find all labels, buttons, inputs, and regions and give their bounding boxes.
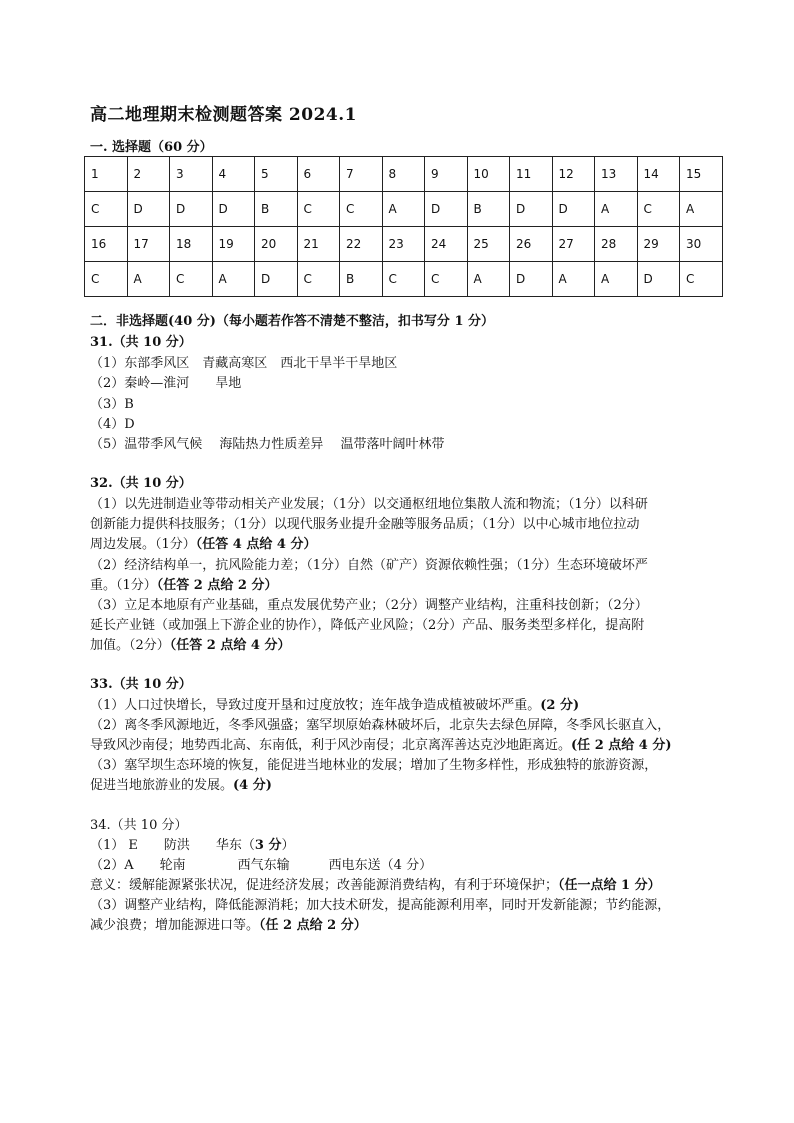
q33-scoring-note: (4 分) xyxy=(233,778,272,793)
q33-line-text: （1）人口过快增长，导致过度开垦和过度放牧；连年战争造成植被破坏严重。 xyxy=(90,698,541,713)
answer-cell: C xyxy=(297,192,340,227)
q34-line-text: 意义：缓解能源紧张状况，促进经济发展；改善能源消费结构，有利于环境保护； xyxy=(90,878,559,893)
answer-cell: C xyxy=(382,262,425,297)
answer-cell: C xyxy=(340,192,383,227)
answer-table xyxy=(84,156,723,297)
question-number-cell: 6 xyxy=(297,157,340,192)
question-number-cell: 2 xyxy=(127,157,170,192)
answer-cell: A xyxy=(595,262,638,297)
q32-scoring-note: （任答 2 点给 4 分） xyxy=(169,638,291,653)
section-nonchoice-heading xyxy=(90,312,494,332)
answer-cell: B xyxy=(340,262,383,297)
q31-line: （1）东部季风区 青藏高寒区 西北干旱半干旱地区 xyxy=(90,356,398,371)
q31-line: （5）温带季风气候 海陆热力性质差异 温带落叶阔叶林带 xyxy=(90,437,445,452)
answer-cell: C xyxy=(297,262,340,297)
question-number-cell: 12 xyxy=(552,157,595,192)
answer-cell: A xyxy=(467,262,510,297)
answer-cell: A xyxy=(127,262,170,297)
q34-scoring-note: 3 分 xyxy=(254,838,282,853)
question-number-cell: 22 xyxy=(340,227,383,262)
question-number-cell: 13 xyxy=(595,157,638,192)
question-number-cell: 9 xyxy=(425,157,468,192)
section-choice-heading: 一. 选择题（60 分） xyxy=(90,140,213,155)
question-number-cell: 24 xyxy=(425,227,468,262)
answer-cell: C xyxy=(85,192,128,227)
q34-line: （3）调整产业结构，降低能源消耗；加大技术研发，提高能源利用率，同时开发新能源；节约能源， xyxy=(90,898,671,913)
answer-cell: A xyxy=(595,192,638,227)
answer-cell: D xyxy=(510,192,553,227)
answer-cell: D xyxy=(510,262,553,297)
q33-line-text: 导致风沙南侵；地势西北高、东南低，利于风沙南侵；北京离浑善达克沙地距离近。 xyxy=(90,738,572,753)
answer-cell: D xyxy=(255,262,298,297)
question-number-cell: 10 xyxy=(467,157,510,192)
question-number-cell: 25 xyxy=(467,227,510,262)
answer-cell: B xyxy=(467,192,510,227)
answer-cell: C xyxy=(85,262,128,297)
q34-line xyxy=(90,876,661,896)
answer-cell: C xyxy=(637,192,680,227)
answer-row xyxy=(85,262,723,297)
q34-line xyxy=(90,836,295,856)
question-number-cell: 20 xyxy=(255,227,298,262)
answer-cell: D xyxy=(170,192,213,227)
q33-line-text: 促进当地旅游业的发展。 xyxy=(90,778,234,793)
question-number-cell: 26 xyxy=(510,227,553,262)
q34-scoring-note: （任 2 点给 2 分） xyxy=(259,918,367,933)
question-number-row xyxy=(85,157,723,192)
answer-cell: D xyxy=(127,192,170,227)
q31-heading: 31.（共 10 分） xyxy=(90,335,192,350)
q32-line-text: 加值。（2分） xyxy=(90,638,170,653)
q32-line: （1）以先进制造业等带动相关产业发展；（1分）以交通枢纽地位集散人流和物流；（1分）以科研 xyxy=(90,497,648,512)
question-number-cell: 23 xyxy=(382,227,425,262)
q33-line: （3）塞罕坝生态环境的恢复，能促进当地林业的发展；增加了生物多样性，形成独特的旅游资源， xyxy=(90,758,658,773)
question-number-cell: 19 xyxy=(212,227,255,262)
q32-line xyxy=(90,636,290,656)
question-number-cell: 11 xyxy=(510,157,553,192)
q32-line-text: 周边发展。（1分） xyxy=(90,537,196,552)
question-number-cell: 21 xyxy=(297,227,340,262)
question-number-cell: 1 xyxy=(85,157,128,192)
q34-line: （2）A 轮南 西气东输 西电东送（4 分） xyxy=(90,858,433,873)
q33-line xyxy=(90,696,579,716)
question-number-cell: 30 xyxy=(680,227,723,262)
question-number-cell: 15 xyxy=(680,157,723,192)
question-number-cell: 28 xyxy=(595,227,638,262)
question-number-cell: 27 xyxy=(552,227,595,262)
answer-cell: A xyxy=(552,262,595,297)
answer-row xyxy=(85,192,723,227)
q34-line-text: ） xyxy=(281,838,295,853)
q34-heading: 34.（共 10 分） xyxy=(90,818,188,833)
question-number-row xyxy=(85,227,723,262)
question-number-cell: 29 xyxy=(637,227,680,262)
answer-cell: D xyxy=(552,192,595,227)
q32-line: 延长产业链（或加强上下游企业的协作），降低产业风险；（2分）产品、服务类型多样化，提高附 xyxy=(90,618,645,633)
answer-cell: D xyxy=(637,262,680,297)
q34-line-text: 减少浪费；增加能源进口等。 xyxy=(90,918,260,933)
question-number-cell: 18 xyxy=(170,227,213,262)
answer-cell: C xyxy=(425,262,468,297)
q33-scoring-note: (2 分) xyxy=(540,698,580,713)
answer-cell: C xyxy=(170,262,213,297)
q32-line: （2）经济结构单一，抗风险能力差；（1分）自然（矿产）资源依赖性强；（1分）生态环境破坏严 xyxy=(90,558,648,573)
answer-cell: B xyxy=(255,192,298,227)
question-number-cell: 14 xyxy=(637,157,680,192)
q31-line: （4）D xyxy=(90,417,135,432)
q33-line xyxy=(90,736,672,756)
question-number-cell: 17 xyxy=(127,227,170,262)
question-number-cell: 5 xyxy=(255,157,298,192)
answer-cell: C xyxy=(680,262,723,297)
answer-cell: D xyxy=(425,192,468,227)
q32-line xyxy=(90,576,277,596)
answer-cell: A xyxy=(382,192,425,227)
q33-scoring-note: (任 2 点给 4 分) xyxy=(571,738,672,753)
q33-line: （2）离冬季风源地近，冬季风强盛；塞罕坝原始森林破坏后，北京失去绿色屏障，冬季风长驱直入， xyxy=(90,718,671,733)
q32-line-text: 重。（1分） xyxy=(90,578,157,593)
q33-heading: 33.（共 10 分） xyxy=(90,677,192,692)
q32-line xyxy=(90,535,316,555)
question-number-cell: 8 xyxy=(382,157,425,192)
section-nonchoice-text: 二．非选择题(40 分)（每小题若作答不清楚不整洁，扣书写分 1 分） xyxy=(90,314,495,329)
q32-scoring-note: （任答 2 点给 2 分） xyxy=(156,578,278,593)
q32-line: （3）立足本地原有产业基础，重点发展优势产业；（2分）调整产业结构，注重科技创新；（2分） xyxy=(90,598,648,613)
answer-cell: A xyxy=(680,192,723,227)
question-number-cell: 16 xyxy=(85,227,128,262)
q32-scoring-note: （任答 4 点给 4 分） xyxy=(195,537,317,552)
q33-line xyxy=(90,776,272,796)
q32-heading: 32.（共 10 分） xyxy=(90,476,192,491)
question-number-cell: 4 xyxy=(212,157,255,192)
q34-scoring-note: （任一点给 1 分） xyxy=(558,878,661,893)
question-number-cell: 3 xyxy=(170,157,213,192)
page-title: 高二地理期末检测题答案 2024.1 xyxy=(90,105,357,125)
answer-cell: A xyxy=(212,262,255,297)
q34-line-text: （1） E 防洪 华东（ xyxy=(90,838,255,853)
q31-line: （3）B xyxy=(90,397,134,412)
q34-line xyxy=(90,916,367,936)
q31-line: （2）秦岭—淮河 旱地 xyxy=(90,376,242,391)
answer-cell: D xyxy=(212,192,255,227)
question-number-cell: 7 xyxy=(340,157,383,192)
q32-line: 创新能力提供科技服务；（1分）以现代服务业提升金融等服务品质；（1分）以中心城市地位拉动 xyxy=(90,517,640,532)
